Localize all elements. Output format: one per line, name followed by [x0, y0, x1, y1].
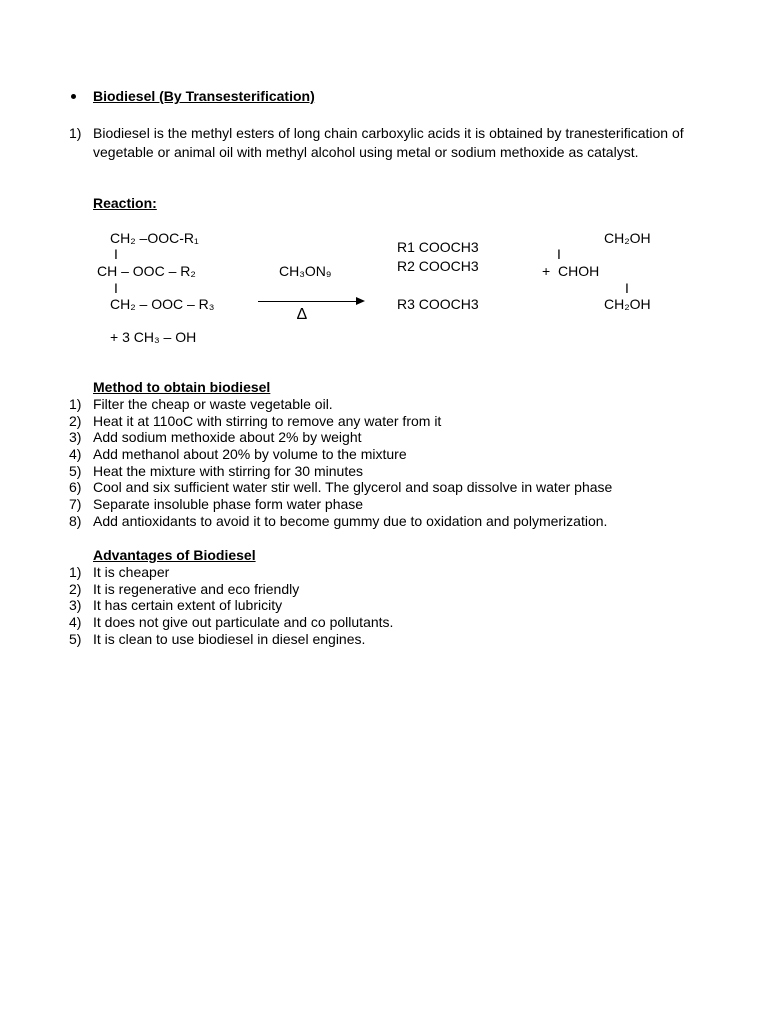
- advantages-list: [69, 564, 393, 647]
- glycerol-bond-2: I: [625, 280, 629, 296]
- list-item-text: It is regenerative and eco friendly: [93, 580, 300, 597]
- product-r3: R3 COOCH3: [397, 296, 479, 312]
- product-r2: R2 COOCH3: [397, 258, 479, 274]
- list-item-text: It is clean to use biodiesel in diesel engines.: [93, 630, 366, 647]
- list-item-number: 3): [69, 597, 82, 614]
- list-item-number: 4): [69, 614, 82, 631]
- list-item-text: Add sodium methoxide about 2% by weight: [93, 429, 362, 446]
- list-item-number: 5): [69, 630, 82, 647]
- list-item-number: 1): [69, 396, 82, 412]
- intro-number: 1): [69, 125, 82, 141]
- glycerol-plus: +: [542, 263, 551, 279]
- reactant-bond-2: I: [114, 280, 118, 296]
- list-item: [69, 446, 612, 463]
- reactant-line-3: CH₂ – OOC – R₃: [110, 296, 215, 312]
- list-item: [69, 496, 612, 513]
- list-item-number: 2): [69, 412, 82, 429]
- list-item-text: Separate insoluble phase form water phase: [93, 496, 364, 513]
- list-item: [69, 479, 612, 496]
- reactant-line-2: CH – OOC – R₂: [97, 263, 196, 279]
- list-item: [69, 614, 393, 631]
- list-item-text: Heat it at 110oC with stirring to remove any water from it: [93, 412, 442, 429]
- list-item-number: 3): [69, 429, 82, 446]
- reactant-line-1: CH₂ –OOC-R₁: [110, 230, 199, 246]
- bullet-icon: [71, 94, 76, 99]
- list-item: [69, 564, 393, 581]
- glycerol-top: CH₂OH: [604, 230, 651, 246]
- list-item-number: 8): [69, 512, 82, 529]
- list-item: [69, 396, 612, 413]
- list-item: [69, 513, 612, 530]
- list-item-number: 7): [69, 496, 82, 513]
- list-item-number: 1): [69, 564, 82, 580]
- list-item-number: 4): [69, 446, 82, 463]
- glycerol-bottom: CH₂OH: [604, 296, 651, 312]
- list-item-text: Filter the cheap or waste vegetable oil.: [93, 396, 333, 412]
- list-item-text: Add methanol about 20% by volume to the mixture: [93, 446, 407, 463]
- list-item-number: 6): [69, 479, 82, 496]
- reaction-arrow-line: [258, 301, 358, 302]
- advantages-title: Advantages of Biodiesel: [93, 547, 256, 563]
- heat-symbol: ∆: [297, 306, 307, 323]
- list-item-text: It has certain extent of lubricity: [93, 597, 283, 614]
- product-r1: R1 COOCH3: [397, 239, 479, 255]
- section-heading: Biodiesel (By Transesterification): [93, 88, 315, 104]
- glycerol-bond-1: I: [557, 246, 561, 262]
- list-item-number: 5): [69, 462, 82, 479]
- reactant-bond-1: I: [114, 246, 118, 262]
- intro-paragraph: Biodiesel is the methyl esters of long chain carboxylic acids it is obtained by tranesterification of vegetable or animal oil with methyl alcohol using metal or sodium methoxide as catalyst.: [93, 125, 684, 160]
- list-item-text: Heat the mixture with stirring for 30 minutes: [93, 462, 363, 479]
- glycerol-middle: CHOH: [558, 263, 600, 279]
- reaction-arrow-icon: [356, 297, 365, 305]
- list-item: [69, 413, 612, 430]
- list-item-text: Add antioxidants to avoid it to become gummy due to oxidation and polymerization.: [93, 512, 608, 529]
- method-list: [69, 396, 612, 530]
- list-item: [69, 463, 612, 480]
- list-item: [69, 429, 612, 446]
- method-title: Method to obtain biodiesel: [93, 379, 271, 395]
- list-item-text: It does not give out particulate and co pollutants.: [93, 614, 394, 631]
- list-item: [69, 631, 393, 648]
- list-item: [69, 597, 393, 614]
- list-item-number: 2): [69, 580, 82, 597]
- list-item: [69, 581, 393, 598]
- reactant-methanol: + 3 CH₃ – OH: [110, 329, 197, 345]
- catalyst-label: CH₃ON₉: [279, 263, 332, 279]
- reaction-title: Reaction:: [93, 195, 157, 211]
- list-item-text: It is cheaper: [93, 564, 170, 580]
- list-item-text: Cool and six sufficient water stir well. The glycerol and soap dissolve in water phase: [93, 479, 613, 496]
